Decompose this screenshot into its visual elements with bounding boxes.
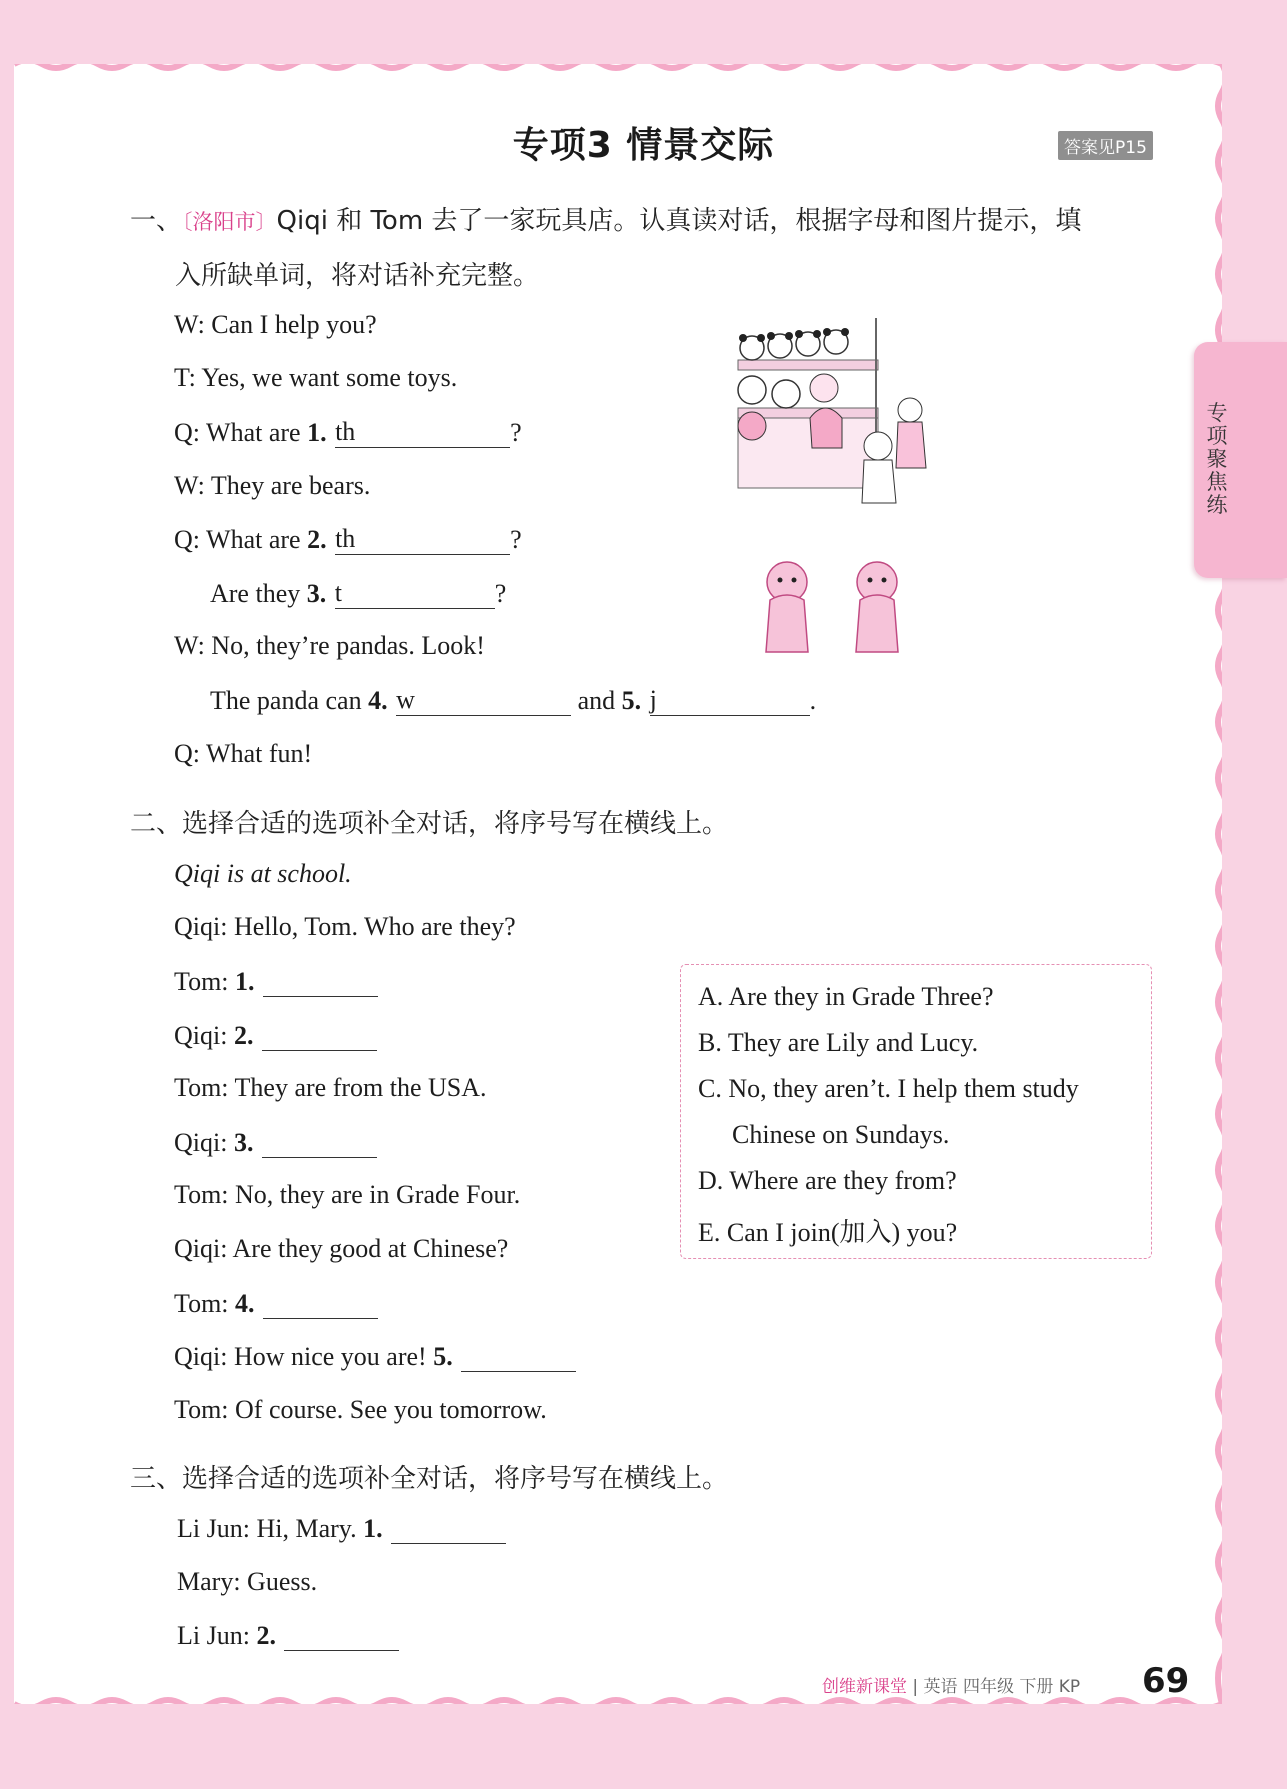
option-a: A. Are they in Grade Three?	[698, 982, 994, 1011]
question-number: 3.	[306, 579, 327, 608]
section1-heading	[130, 200, 1081, 237]
answer-blank-1[interactable]	[335, 417, 510, 448]
line-text: Qiqi: How nice you are!	[174, 1342, 434, 1371]
question-number: 4.	[235, 1289, 255, 1318]
dialogue-line-q4-q5	[210, 685, 816, 716]
dialogue-line-q1	[177, 1513, 506, 1544]
answer-blank-5[interactable]	[461, 1341, 576, 1372]
question-number: 2.	[307, 525, 327, 554]
question-number: 5.	[433, 1342, 453, 1371]
dialogue-line: W: No, they’re pandas. Look!	[174, 631, 485, 660]
dialogue-line: Tom: They are from the USA.	[174, 1073, 487, 1102]
tiger-toys-illustration	[752, 560, 932, 660]
dialogue-line-q2	[174, 524, 522, 555]
page-title: 专项3 情景交际	[512, 125, 775, 166]
letter-hint: j	[649, 685, 657, 714]
question-number: 1.	[363, 1514, 383, 1543]
line-text: The panda can	[210, 686, 369, 715]
side-tab-label: 专项聚焦练	[1206, 401, 1228, 517]
line-text: .	[809, 686, 817, 715]
section3-heading: 三、选择合适的选项补全对话，将序号写在横线上。	[130, 1464, 729, 1494]
answer-blank-4[interactable]	[263, 1288, 378, 1319]
question-number: 5.	[621, 686, 642, 715]
dialogue-line: Tom: Of course. See you tomorrow.	[174, 1395, 547, 1424]
footer-brand: 创维新课堂	[822, 1677, 907, 1697]
option-e: E. Can I join(加入) you?	[698, 1218, 958, 1247]
answer-blank-4[interactable]	[396, 685, 571, 716]
footer-edition: KP	[1058, 1677, 1081, 1697]
dialogue-line: T: Yes, we want some toys.	[174, 363, 458, 392]
section1-instruction-line2: 入所缺单词，将对话补充完整。	[175, 261, 540, 291]
dialogue-line: W: Can I help you?	[174, 310, 377, 339]
answer-blank-2[interactable]	[262, 1020, 377, 1051]
line-text: Li Jun: Hi, Mary.	[177, 1514, 364, 1543]
question-number: 2.	[233, 1021, 254, 1050]
line-text: Tom:	[174, 1289, 236, 1318]
option-b: B. They are Lily and Lucy.	[698, 1028, 979, 1057]
letter-hint: th	[335, 524, 356, 553]
section1-number: 一、	[130, 206, 183, 236]
line-text: ?	[510, 418, 522, 447]
page-number: 69	[1142, 1661, 1190, 1701]
question-number: 3.	[233, 1128, 254, 1157]
answer-blank-1[interactable]	[263, 966, 378, 997]
answer-blank-2[interactable]	[284, 1620, 399, 1651]
dialogue-line-q2	[177, 1620, 399, 1651]
footer-separator: |	[912, 1677, 919, 1697]
section2-heading: 二、选择合适的选项补全对话，将序号写在横线上。	[130, 809, 729, 839]
line-text: Q: What are	[174, 525, 308, 554]
line-text: Li Jun:	[177, 1621, 257, 1650]
dialogue-line: Q: What fun!	[174, 739, 313, 768]
dialogue-line-q3	[210, 578, 506, 609]
section1-region-tag: 〔洛阳市〕	[182, 210, 277, 234]
scene-description: Qiqi is at school.	[174, 859, 352, 888]
dialogue-line-q1	[174, 417, 522, 448]
question-number: 1.	[235, 967, 255, 996]
question-number: 4.	[368, 686, 388, 715]
line-text: Qiqi:	[174, 1128, 234, 1157]
question-number: 1.	[307, 418, 327, 447]
line-text: and	[571, 686, 622, 715]
option-d: D. Where are they from?	[698, 1166, 957, 1195]
line-text: Tom:	[174, 967, 236, 996]
answer-blank-3[interactable]	[262, 1127, 377, 1158]
dialogue-line-q5	[174, 1341, 576, 1372]
footer-info	[822, 1672, 1080, 1697]
dialogue-line-q3	[174, 1127, 377, 1158]
line-text: Are they	[210, 579, 307, 608]
letter-hint: w	[396, 685, 415, 714]
dialogue-line: Qiqi: Are they good at Chinese?	[174, 1234, 509, 1263]
answer-reference-badge: 答案见P15	[1058, 131, 1153, 160]
line-text: ?	[510, 525, 522, 554]
dialogue-line-q1	[174, 966, 378, 997]
dialogue-line-q2	[174, 1020, 377, 1051]
dialogue-line: W: They are bears.	[174, 471, 371, 500]
footer-subject: 英语	[923, 1677, 958, 1697]
line-text: Q: What are	[174, 418, 308, 447]
line-text: ?	[494, 579, 507, 608]
dialogue-line: Qiqi: Hello, Tom. Who are they?	[174, 912, 516, 941]
option-c-continued: Chinese on Sundays.	[732, 1120, 950, 1149]
answer-blank-2[interactable]	[335, 524, 510, 555]
dialogue-line: Mary: Guess.	[177, 1567, 318, 1596]
footer-grade: 四年级	[962, 1677, 1014, 1697]
option-c: C. No, they aren’t. I help them study	[698, 1074, 1079, 1103]
answer-blank-5[interactable]	[650, 685, 810, 716]
letter-hint: t	[334, 578, 342, 607]
dialogue-line-q4	[174, 1288, 378, 1319]
answer-blank-3[interactable]	[335, 578, 495, 609]
letter-hint: th	[335, 417, 356, 446]
answer-blank-1[interactable]	[391, 1513, 506, 1544]
question-number: 2.	[256, 1621, 276, 1650]
footer-term: 下册	[1019, 1677, 1054, 1697]
dialogue-line: Tom: No, they are in Grade Four.	[174, 1180, 521, 1209]
line-text: Qiqi:	[174, 1021, 234, 1050]
toy-shop-illustration	[730, 318, 960, 508]
section1-instruction-line1: Qiqi 和 Tom 去了一家玩具店。认真读对话，根据字母和图片提示，填	[276, 206, 1082, 236]
